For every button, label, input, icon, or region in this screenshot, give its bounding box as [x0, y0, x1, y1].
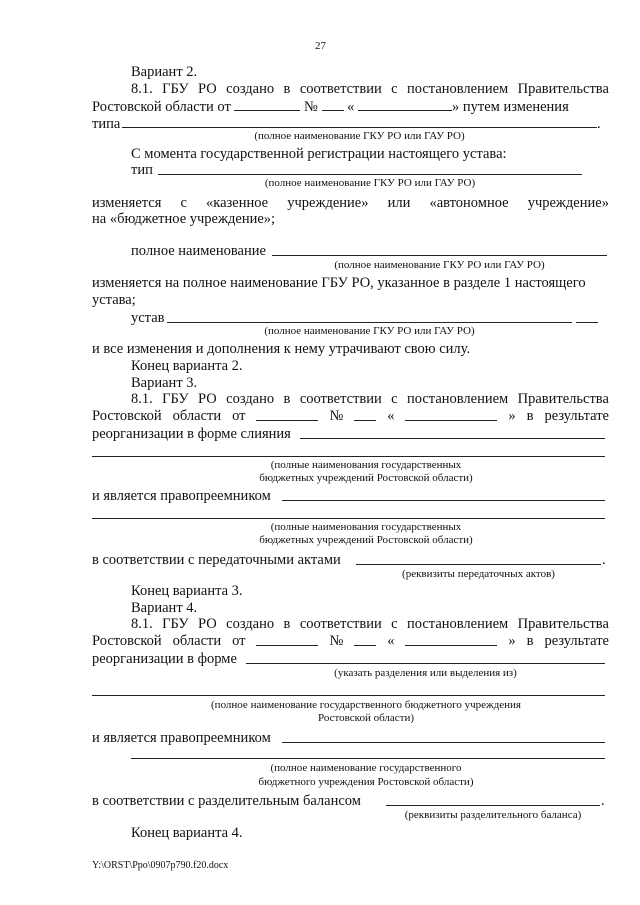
fullname-label: полное наименование: [131, 243, 266, 259]
variant4-end: Конец варианта 4.: [131, 825, 243, 841]
invalid-line: и все изменения и дополнения к нему утрачивают свою силу.: [92, 341, 471, 357]
merge-fill-line-2[interactable]: [92, 456, 605, 457]
caption: (реквизиты разделительного баланса): [404, 809, 582, 821]
page-number: 27: [315, 40, 326, 52]
word: постановлением: [407, 81, 509, 97]
day-month-field[interactable]: [358, 98, 452, 111]
word: соответствии: [299, 81, 382, 97]
word: Правительства: [517, 81, 609, 97]
date-field[interactable]: [256, 633, 318, 646]
variant2-para2: С момента государственной регистрации настоящего устава:: [131, 146, 507, 162]
date-field[interactable]: [256, 408, 318, 421]
caption: (полное наименование ГКУ РО или ГАУ РО): [334, 259, 545, 271]
day-month-field[interactable]: [405, 408, 497, 421]
variant2-type-label: типа: [92, 116, 121, 132]
word: в: [283, 81, 291, 97]
caption: бюджетных учреждений Ростовской области): [259, 534, 473, 546]
variant3-para1-line2: Ростовской области от № « » в результате: [92, 408, 609, 424]
period: .: [601, 793, 605, 809]
fullname-fill-line[interactable]: [272, 255, 607, 256]
caption: (полное наименование государственного: [270, 762, 462, 774]
change-line2: на «бюджетное учреждение»;: [92, 211, 276, 227]
day-month-field[interactable]: [405, 633, 497, 646]
reorg-form-fill-line[interactable]: [246, 663, 605, 664]
number-field[interactable]: [322, 98, 344, 111]
variant2-para1-line2: Ростовской области от № « » путем изменения: [92, 99, 569, 115]
caption: (полные наименования государственных: [270, 459, 462, 471]
word: 8.1.: [131, 81, 153, 97]
caption: (полное наименование ГКУ РО или ГАУ РО): [264, 325, 475, 337]
balance-fill-line[interactable]: [386, 805, 600, 806]
caption: (реквизиты передаточных актов): [402, 568, 555, 580]
variant2-heading: Вариант 2.: [131, 64, 198, 80]
type-fill-line[interactable]: [158, 174, 582, 175]
variant3-end: Конец варианта 3.: [131, 583, 243, 599]
variant3-heading: Вариант 3.: [131, 375, 198, 391]
variant4-para1-line1: 8.1. ГБУ РО создано в соответствии с постановлением Правительства: [131, 616, 609, 632]
successor-fill-line-2[interactable]: [131, 758, 605, 759]
caption: (полное наименование ГКУ РО или ГАУ РО): [254, 130, 465, 142]
type-label: тип: [131, 162, 153, 178]
date-field[interactable]: [234, 98, 300, 111]
variant3-para1-line1: 8.1. ГБУ РО создано в соответствии с постановлением Правительства: [131, 391, 609, 407]
caption: Ростовской области): [317, 712, 415, 724]
caption: бюджетных учреждений Ростовской области): [259, 472, 473, 484]
type-fill-line[interactable]: [122, 127, 597, 128]
variant2-end: Конец варианта 2.: [131, 358, 243, 374]
caption: бюджетного учреждения Ростовской области): [258, 776, 474, 788]
institution-fill-line[interactable]: [92, 695, 605, 696]
word: ГБУ: [162, 81, 189, 97]
variant4-heading: Вариант 4.: [131, 600, 198, 616]
footer-file-path: Y:\ORST\Ppo\0907p790.f20.docx: [92, 860, 229, 871]
change-line1: изменяется с «казенное учреждение» или «автономное учреждение»: [92, 195, 609, 211]
number-field[interactable]: [354, 633, 376, 646]
reorg-form-label: реорганизации в форме: [92, 651, 237, 667]
caption: (указать разделения или выделения из): [334, 667, 517, 679]
successor-label: и является правопреемником: [92, 488, 271, 504]
variant4-para1-line2: Ростовской области от № « » в результате: [92, 633, 609, 649]
word: с: [391, 81, 398, 97]
acts-label: в соответствии с передаточными актами: [92, 552, 341, 568]
word: создано: [226, 81, 275, 97]
charter-fill-line-tail[interactable]: [576, 322, 598, 323]
charter-fill-line[interactable]: [167, 322, 572, 323]
successor-label: и является правопреемником: [92, 730, 271, 746]
number-field[interactable]: [354, 408, 376, 421]
successor-fill-line[interactable]: [282, 500, 605, 501]
caption: (полное наименование государственного бюджетного учреждения: [211, 699, 521, 711]
period: .: [597, 116, 601, 132]
merge-form-label: реорганизации в форме слияния: [92, 426, 291, 442]
fullname-change-line2: устава;: [92, 292, 136, 308]
successor-fill-line[interactable]: [282, 742, 605, 743]
fullname-change-line1: изменяется на полное наименование ГБУ РО, указанное в разделе 1 настоящего: [92, 275, 586, 291]
caption: (полные наименования государственных: [270, 521, 462, 533]
merge-fill-line[interactable]: [300, 438, 605, 439]
balance-label: в соответствии с разделительным балансом: [92, 793, 361, 809]
acts-fill-line[interactable]: [356, 564, 601, 565]
word: РО: [198, 81, 217, 97]
charter-label: устав: [131, 310, 165, 326]
variant2-para1-line1: [131, 81, 609, 97]
successor-fill-line-2[interactable]: [92, 518, 605, 519]
caption: (полное наименование ГКУ РО или ГАУ РО): [264, 177, 476, 189]
period: .: [602, 552, 606, 568]
